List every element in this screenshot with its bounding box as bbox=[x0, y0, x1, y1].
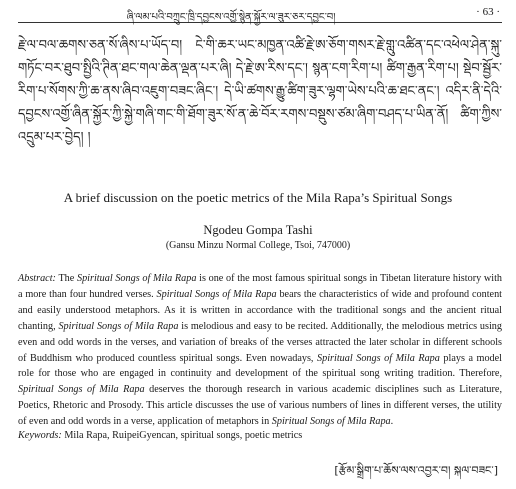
tibetan-abstract: རྗེ་ལ་བལ་ཆགས་ཅན་སོ་ཞིས་པ་ཡོད་བ། ངེ་གི་ཆར་ཡང་མཁྱན་འཚི་རྗེ་ཨ་ཅོག་གསར་རྗེ་གླུ་འཚིན་དང་འཕེལ་ཤེན་སྐུ་གཏོང་བར་ཐུབ་སྤྱིའི་ཊིན་ཐང་གལ་ཆེན་ལྡན་པར་ཞི། དེ་རྗེ་ཨ་རིས་དང་། སྙན་ངག་རིག་པ། ཚིག་རྒྱན་རིག་པ། སྡེབ་སྦྱོར་རིག་པ་སོགས་ཀྱི་ཆ་ནས་ཞིབ་འཇུག་བཟང་ཞིང་། དེ་ཡི་ཚགས་རྒྱུ་ཚིག་ཟུར་ལྷག་ཡེས་པའི་ཆ་ཐང་ནང་། འདིར་ནི་དེའི་དབྱངས་འགྱོ་ཞིན་སྐྱོར་ཀྱི་སྐྱེ་གཞི་གང་གི་ཐོག་ཟུར་སོ་ན་ཆེ་བོར་རགས་བསྡུས་ཙམ་ཞིག་བཤད་པ་ཡིན་ནོ། ཚིག་ཀྱིས་འདྲུམ་པར་བྱེད། ། bbox=[18, 38, 502, 145]
english-abstract bbox=[18, 271, 502, 430]
running-header bbox=[18, 6, 502, 23]
abstract-text: The bbox=[58, 273, 77, 284]
author-affiliation: (Gansu Minzu Normal College, Tsoi, 747000) bbox=[165, 240, 351, 251]
abstract-text: deserves the thorough research in various academic disciplines such as Literature, Poetics, Rhetoric and Prosody. This article discusses the use of various numbers of lines in different verses, the utility of even and odd words in a verse, application of metaphors in bbox=[18, 384, 502, 428]
abstract-text: is melodious and easy to be recited. Additionally, the melodious metrics using even and odd words in the verses, and variation of breaks of the verses attracted the later scholar in different schools of Buddhism who produced countless spiritual songs. Even nowadays, bbox=[18, 320, 502, 364]
keywords-label: Keywords: bbox=[18, 430, 62, 441]
tibetan-editor-caption: [རྩོམ་སྒྲིག་པ་ཆོས་ལས་འབྱར་བ། སྐལ་བཟང་] bbox=[334, 464, 498, 477]
abstract-text: . bbox=[390, 416, 394, 428]
song-title-ref: Spiritual Songs of Mila Rapa bbox=[18, 384, 145, 396]
song-title-ref: Spiritual Songs of Mila Rapa bbox=[271, 416, 391, 428]
abstract-text: bears the characteristics of wide and profound content and easily understood metaphors. As it is written in accordance with the traditional songs and the ancient ritual chanting, bbox=[18, 288, 502, 332]
song-title-ref: Spiritual Songs of Mila Rapa bbox=[317, 352, 440, 364]
running-head-title: ཞི་ལམ་པའི་བཀྲུང་ཁྲི་དབྱངས་འགྱོ་སྙེན་སྐྱོར་ལ་ཟུར་ཅར་དབྱང་བ། bbox=[126, 12, 336, 23]
abstract-text: is one of the most famous spiritual songs in Tibetan literature history with a more than four hundred verses. bbox=[18, 273, 502, 300]
song-title-ref: Spiritual Songs of Mila Rapa bbox=[58, 320, 179, 332]
author-name: Ngodeu Gompa Tashi bbox=[203, 223, 313, 237]
keywords-text: Mila Rapa, RuipeiGyencan, spiritual songs, poetic metrics bbox=[61, 430, 303, 441]
article-title: A brief discussion on the poetic metrics of the Mila Rapa’s Spiritual Songs bbox=[63, 190, 453, 205]
keywords bbox=[18, 430, 502, 441]
page-number: · 63 · bbox=[476, 6, 500, 18]
abstract-label: Abstract: bbox=[18, 273, 56, 284]
song-title-ref: Spiritual Songs of Mila Rapa bbox=[156, 288, 277, 300]
abstract-text: plays a model role for those who are engaged in continuity and development of the spiritual song writing tradition. Therefore, bbox=[18, 352, 502, 380]
song-title-ref: Spiritual Songs of Mila Rapa bbox=[76, 273, 197, 284]
